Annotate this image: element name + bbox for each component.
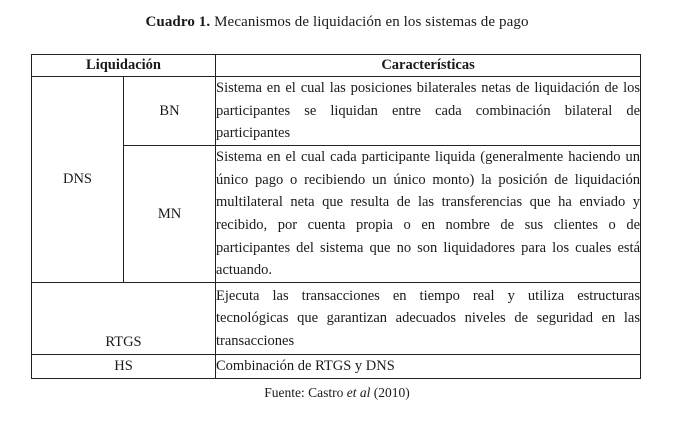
- dns-label: DNS: [32, 77, 124, 283]
- header-caracteristicas: Características: [216, 55, 641, 77]
- source-etal: et al: [346, 385, 371, 400]
- header-row: [32, 55, 641, 77]
- table-row-hs: [32, 355, 641, 379]
- caption-title: Mecanismos de liquidación en los sistemas de pago: [214, 14, 529, 30]
- bn-label: BN: [124, 77, 216, 146]
- hs-description: Combinación de RTGS y DNS: [216, 355, 641, 379]
- bn-description: Sistema en el cual las posiciones bilaterales netas de liquidación de los participantes se liquidan entre cada combinación bilateral de participantes: [216, 77, 641, 146]
- source-note: [0, 385, 674, 401]
- rtgs-label: RTGS: [32, 283, 216, 355]
- source-prefix: Fuente: Castro: [264, 385, 344, 400]
- table-row-rtgs: [32, 283, 641, 355]
- mn-label: MN: [124, 146, 216, 283]
- table-row-mn: [32, 146, 641, 283]
- source-year: (2010): [373, 385, 410, 400]
- table-caption: [0, 14, 674, 31]
- caption-label: Cuadro 1.: [145, 14, 211, 30]
- hs-label: HS: [32, 355, 216, 379]
- mn-description: Sistema en el cual cada participante liquida (generalmente haciendo un único pago o recibiendo un único monto) la posición de liquidación multilateral neta que resulta de las transferencias que ha enviado y recibido, por cuenta propia o en nombre de sus clientes o de participantes del sistema que no son liquidadores para los cuales está actuando.: [216, 146, 641, 283]
- table-row-bn: [32, 77, 641, 146]
- header-liquidacion: Liquidación: [32, 55, 216, 77]
- rtgs-description: Ejecuta las transacciones en tiempo real y utiliza estructuras tecnológicas que garantizan adecuados niveles de seguridad en las transacciones: [216, 283, 641, 355]
- settlement-mechanisms-table: [31, 54, 641, 379]
